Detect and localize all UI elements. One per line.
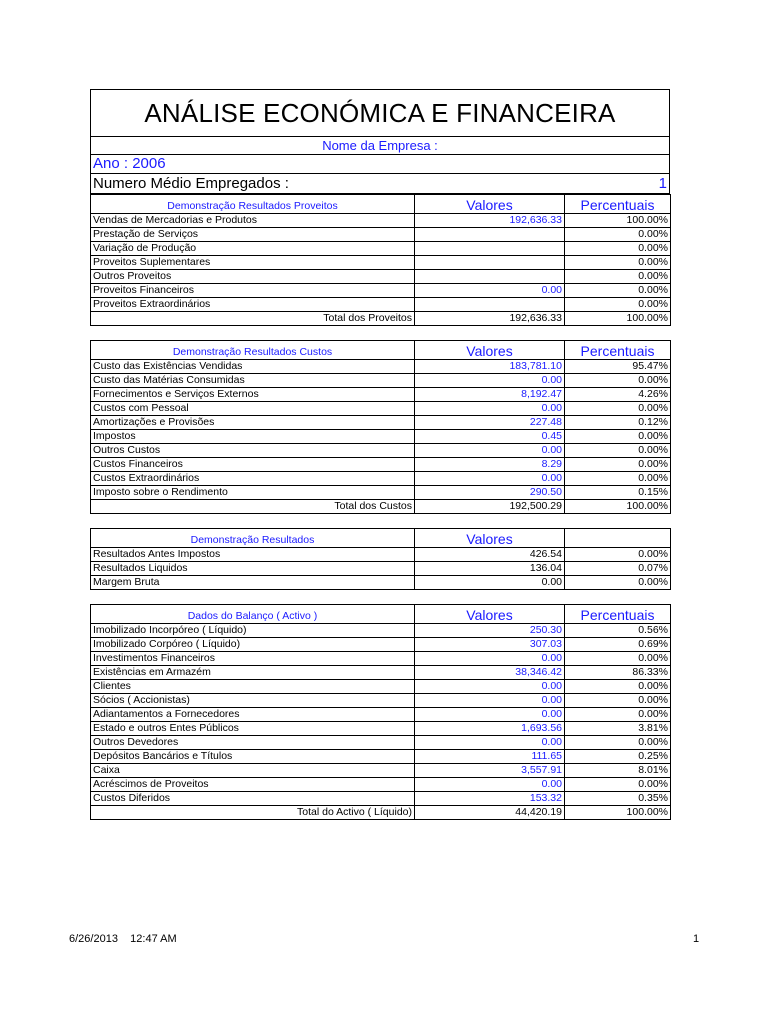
table-row — [91, 416, 671, 430]
row-value: 8.29 — [415, 458, 565, 472]
row-label: Depósitos Bancários e Títulos — [91, 750, 415, 764]
table-row — [91, 430, 671, 444]
row-label: Margem Bruta — [91, 576, 415, 590]
table-row — [91, 638, 671, 652]
row-label: Estado e outros Entes Públicos — [91, 722, 415, 736]
table-row — [91, 374, 671, 388]
company-name-label: Nome da Empresa : — [91, 137, 669, 155]
row-value: 136.04 — [415, 562, 565, 576]
row-label: Investimentos Financeiros — [91, 652, 415, 666]
row-percent: 0.00% — [565, 680, 671, 694]
proveitos-col-percent: Percentuais — [565, 195, 671, 214]
row-value: 183,781.10 — [415, 360, 565, 374]
table-row — [91, 388, 671, 402]
row-percent: 0.07% — [565, 562, 671, 576]
resultados-heading: Demonstração Resultados — [91, 529, 415, 548]
row-value — [415, 242, 565, 256]
row-label: Caixa — [91, 764, 415, 778]
row-percent: 0.15% — [565, 486, 671, 500]
row-percent: 0.00% — [565, 228, 671, 242]
row-percent: 0.00% — [565, 298, 671, 312]
row-percent: 3.81% — [565, 722, 671, 736]
row-percent: 0.25% — [565, 750, 671, 764]
total-label: Total do Activo ( Líquido) — [91, 806, 415, 820]
row-label: Proveitos Suplementares — [91, 256, 415, 270]
row-value: 227.48 — [415, 416, 565, 430]
row-value: 0.00 — [415, 402, 565, 416]
row-label: Custo das Existências Vendidas — [91, 360, 415, 374]
row-value: 0.00 — [415, 652, 565, 666]
total-value: 192,500.29 — [415, 500, 565, 514]
row-value: 153.32 — [415, 792, 565, 806]
balanco-table — [90, 604, 671, 820]
table-row — [91, 778, 671, 792]
row-label: Outros Custos — [91, 444, 415, 458]
row-percent: 0.56% — [565, 624, 671, 638]
row-label: Outros Devedores — [91, 736, 415, 750]
proveitos-heading: Demonstração Resultados Proveitos — [91, 195, 415, 214]
row-value — [415, 270, 565, 284]
row-label: Clientes — [91, 680, 415, 694]
row-percent: 0.00% — [565, 256, 671, 270]
row-percent: 0.00% — [565, 708, 671, 722]
footer-page-number: 1 — [693, 933, 700, 945]
row-percent: 95.47% — [565, 360, 671, 374]
row-percent: 0.35% — [565, 792, 671, 806]
table-row — [91, 360, 671, 374]
table-row — [91, 736, 671, 750]
row-label: Resultados Antes Impostos — [91, 548, 415, 562]
proveitos-col-values: Valores — [415, 195, 565, 214]
row-value: 38,346.42 — [415, 666, 565, 680]
footer-datetime: 6/26/2013 12:47 AM — [69, 933, 177, 945]
custos-heading: Demonstração Resultados Custos — [91, 341, 415, 360]
row-percent: 4.26% — [565, 388, 671, 402]
resultados-col-percent — [565, 529, 671, 548]
row-value: 0.00 — [415, 694, 565, 708]
row-label: Imposto sobre o Rendimento — [91, 486, 415, 500]
table-row — [91, 764, 671, 778]
row-label: Existências em Armazém — [91, 666, 415, 680]
row-value: 290.50 — [415, 486, 565, 500]
row-percent: 0.00% — [565, 548, 671, 562]
row-value: 0.00 — [415, 284, 565, 298]
table-row — [91, 458, 671, 472]
total-value: 44,420.19 — [415, 806, 565, 820]
row-percent: 0.00% — [565, 270, 671, 284]
table-row — [91, 750, 671, 764]
row-value: 111.65 — [415, 750, 565, 764]
row-value: 3,557.91 — [415, 764, 565, 778]
table-row — [91, 576, 671, 590]
row-label: Proveitos Financeiros — [91, 284, 415, 298]
row-value: 0.00 — [415, 472, 565, 486]
row-percent: 0.00% — [565, 284, 671, 298]
resultados-col-values: Valores — [415, 529, 565, 548]
row-label: Resultados Liquidos — [91, 562, 415, 576]
row-value: 0.00 — [415, 778, 565, 792]
report-title: ANÁLISE ECONÓMICA E FINANCEIRA — [90, 89, 670, 137]
row-label: Prestação de Serviços — [91, 228, 415, 242]
row-percent: 86.33% — [565, 666, 671, 680]
balanco-header-row — [91, 605, 671, 624]
row-value — [415, 228, 565, 242]
row-label: Acréscimos de Proveitos — [91, 778, 415, 792]
table-row — [91, 284, 671, 298]
table-row — [91, 214, 671, 228]
row-value: 0.00 — [415, 708, 565, 722]
row-label: Outros Proveitos — [91, 270, 415, 284]
row-label: Variação de Produção — [91, 242, 415, 256]
row-percent: 0.00% — [565, 472, 671, 486]
table-row — [91, 666, 671, 680]
row-percent: 100.00% — [565, 214, 671, 228]
row-label: Adiantamentos a Fornecedores — [91, 708, 415, 722]
row-value: 0.00 — [415, 680, 565, 694]
balanco-col-percent: Percentuais — [565, 605, 671, 624]
total-percent: 100.00% — [565, 312, 671, 326]
row-percent: 0.00% — [565, 736, 671, 750]
row-value: 0.45 — [415, 430, 565, 444]
table-row — [91, 298, 671, 312]
balanco-heading: Dados do Balanço ( Activo ) — [91, 605, 415, 624]
row-value: 1,693.56 — [415, 722, 565, 736]
custos-table — [90, 340, 671, 514]
table-row — [91, 472, 671, 486]
row-value — [415, 298, 565, 312]
row-label: Vendas de Mercadorias e Produtos — [91, 214, 415, 228]
report-sheet — [90, 89, 670, 820]
row-label: Custos Extraordinários — [91, 472, 415, 486]
row-value: 0.00 — [415, 736, 565, 750]
row-label: Custo das Matérias Consumidas — [91, 374, 415, 388]
table-row — [91, 444, 671, 458]
year-label: Ano : 2006 — [91, 155, 669, 174]
row-percent: 0.00% — [565, 778, 671, 792]
row-percent: 0.00% — [565, 694, 671, 708]
row-value: 8,192.47 — [415, 388, 565, 402]
table-row — [91, 562, 671, 576]
row-percent: 0.00% — [565, 652, 671, 666]
total-label: Total dos Custos — [91, 500, 415, 514]
table-row — [91, 242, 671, 256]
balanco-total-row — [91, 806, 671, 820]
row-value: 0.00 — [415, 374, 565, 388]
custos-total-row — [91, 500, 671, 514]
row-value — [415, 256, 565, 270]
table-row — [91, 402, 671, 416]
row-percent: 0.00% — [565, 458, 671, 472]
proveitos-header-row — [91, 195, 671, 214]
table-row — [91, 708, 671, 722]
row-value: 0.00 — [415, 444, 565, 458]
table-row — [91, 652, 671, 666]
row-label: Custos Financeiros — [91, 458, 415, 472]
row-label: Proveitos Extraordinários — [91, 298, 415, 312]
table-row — [91, 624, 671, 638]
row-value: 250.30 — [415, 624, 565, 638]
proveitos-table — [90, 194, 671, 326]
table-row — [91, 256, 671, 270]
table-row — [91, 694, 671, 708]
employees-value: 1 — [658, 175, 667, 192]
custos-col-percent: Percentuais — [565, 341, 671, 360]
employees-label: Numero Médio Empregados : — [93, 175, 289, 192]
total-label: Total dos Proveitos — [91, 312, 415, 326]
row-label: Custos Diferidos — [91, 792, 415, 806]
row-value: 307.03 — [415, 638, 565, 652]
table-row — [91, 270, 671, 284]
row-value: 426.54 — [415, 548, 565, 562]
total-percent: 100.00% — [565, 500, 671, 514]
row-label: Fornecimentos e Serviços Externos — [91, 388, 415, 402]
row-value: 192,636.33 — [415, 214, 565, 228]
balanco-col-values: Valores — [415, 605, 565, 624]
table-row — [91, 228, 671, 242]
row-label: Amortizações e Provisões — [91, 416, 415, 430]
row-label: Imobilizado Incorpóreo ( Líquido) — [91, 624, 415, 638]
table-row — [91, 792, 671, 806]
row-percent: 0.00% — [565, 430, 671, 444]
table-row — [91, 548, 671, 562]
row-label: Custos com Pessoal — [91, 402, 415, 416]
table-row — [91, 722, 671, 736]
custos-header-row — [91, 341, 671, 360]
row-percent: 0.00% — [565, 242, 671, 256]
row-percent: 0.00% — [565, 444, 671, 458]
total-value: 192,636.33 — [415, 312, 565, 326]
row-percent: 8.01% — [565, 764, 671, 778]
table-row — [91, 486, 671, 500]
row-label: Impostos — [91, 430, 415, 444]
resultados-header-row — [91, 529, 671, 548]
row-label: Sócios ( Accionistas) — [91, 694, 415, 708]
proveitos-total-row — [91, 312, 671, 326]
row-value: 0.00 — [415, 576, 565, 590]
row-percent: 0.00% — [565, 402, 671, 416]
total-percent: 100.00% — [565, 806, 671, 820]
row-percent: 0.00% — [565, 576, 671, 590]
row-label: Imobilizado Corpóreo ( Líquido) — [91, 638, 415, 652]
table-row — [91, 680, 671, 694]
custos-col-values: Valores — [415, 341, 565, 360]
employees-row — [91, 174, 669, 193]
row-percent: 0.00% — [565, 374, 671, 388]
report-header — [90, 137, 670, 194]
resultados-table — [90, 528, 671, 590]
row-percent: 0.12% — [565, 416, 671, 430]
row-percent: 0.69% — [565, 638, 671, 652]
